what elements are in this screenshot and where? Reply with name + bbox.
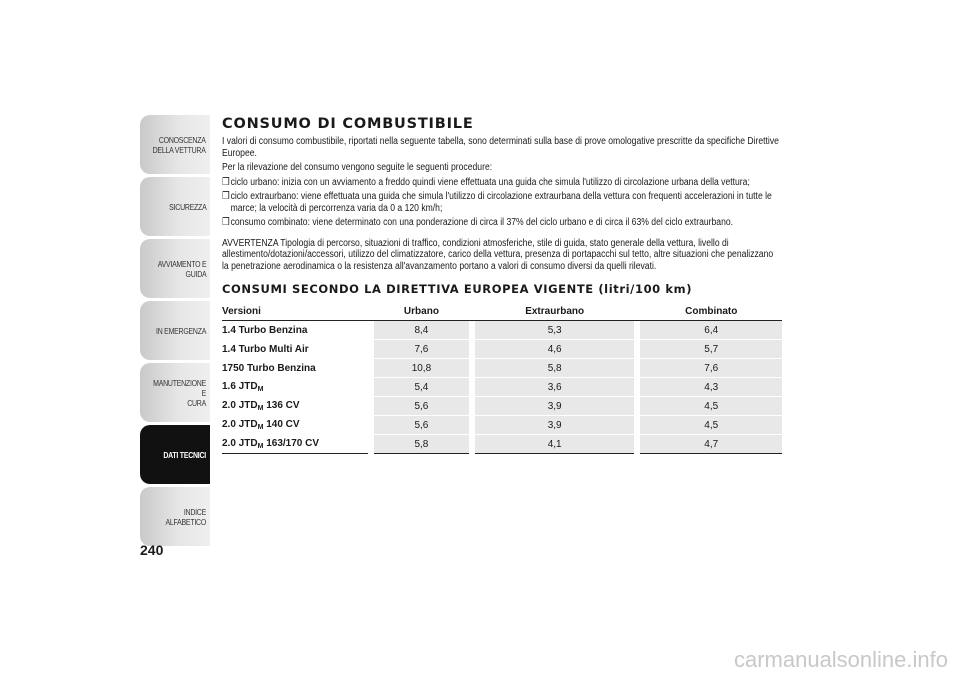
version-name: 2.0 JTD [222,419,258,430]
version-suffix: 163/170 CV [263,438,320,449]
column-header-extraurbano: Extraurbano [475,302,635,321]
column-header-combinato: Combinato [640,302,782,321]
cell-urbano: 5,4 [374,378,469,397]
version-subscript: M [257,424,264,431]
page-content [222,115,782,454]
cell-urbano: 5,6 [374,397,469,416]
tab-conoscenza-della-vettura[interactable] [140,115,210,174]
cell-version [222,340,368,359]
procedure-intro: Per la rilevazione del consumo vengono seguite le seguenti procedure: [222,162,493,173]
consumption-table [222,302,782,454]
table-row [222,397,782,416]
tab-manutenzione-e-cura[interactable] [140,363,210,422]
table-row [222,435,782,454]
checkbox-bullet-icon: ❒ [222,191,230,202]
cell-urbano: 8,4 [374,321,469,340]
intro-paragraph: I valori di consumo combustibile, riportati nella seguente tabella, sono determinati sulla base di prove omologative prescritte da specifiche Direttive Europee. [222,136,779,159]
watermark: carmanualsonline.info [733,647,948,672]
version-subscript: M [257,386,264,393]
cell-urbano: 5,8 [374,435,469,454]
version-suffix: 136 CV [263,400,300,411]
column-header-versioni: Versioni [222,302,368,321]
cell-combinato: 4,5 [640,416,782,435]
cell-urbano: 7,6 [374,340,469,359]
cell-extraurbano: 3,9 [475,397,635,416]
tab-indice-alfabetico[interactable] [140,487,210,546]
table-row [222,359,782,378]
cell-combinato: 4,7 [640,435,782,454]
cell-combinato: 5,7 [640,340,782,359]
cell-version [222,397,368,416]
cell-version [222,416,368,435]
cell-urbano: 5,6 [374,416,469,435]
tab-label: INDICE ALFABETICO [165,506,206,527]
cell-extraurbano: 5,3 [475,321,635,340]
cell-version [222,321,368,340]
table-header-row [222,302,782,321]
version-suffix: 140 CV [263,419,300,430]
checkbox-bullet-icon: ❒ [222,217,230,228]
cell-urbano: 10,8 [374,359,469,378]
list-item [222,177,790,189]
tab-label: CONOSCENZA DELLA VETTURA [153,134,206,155]
tab-label: DATI TECNICI [163,449,206,460]
tab-in-emergenza[interactable] [140,301,210,360]
list-item [222,191,790,214]
tab-label: IN EMERGENZA [155,325,206,336]
version-subscript: M [257,405,264,412]
tab-dati-tecnici[interactable] [140,425,210,484]
cell-extraurbano: 4,6 [475,340,635,359]
cell-extraurbano: 3,9 [475,416,635,435]
chapter-tabs [140,115,210,549]
page-title: CONSUMO DI COMBUSTIBILE [222,116,474,132]
table-row [222,321,782,340]
version-name: 1.6 JTD [222,381,258,392]
version-name: 1.4 Turbo Benzina [222,324,308,336]
cell-combinato: 7,6 [640,359,782,378]
tab-label: AVVIAMENTO E GUIDA [157,258,206,279]
table-body [222,321,782,454]
checkbox-bullet-icon: ❒ [222,176,230,188]
page-number: 240 [140,542,164,558]
version-name: 2.0 JTD [222,438,258,449]
tab-label: MANUTENZIONE E CURA [153,377,206,408]
tab-label: SICUREZZA [168,201,206,212]
procedure-list [222,177,782,229]
cell-extraurbano: 3,6 [475,378,635,397]
tab-avviamento-e-guida[interactable] [140,239,210,298]
list-item-text: ciclo extraurbano: viene effettuata una guida che simula l'utilizzo di circolazione extraurbana della vettura con frequenti accelerazioni in tutte le marce; la velocità di percorrenza varia da 0 a 120 km/h; [230,191,772,214]
list-item [222,217,790,229]
table-title: CONSUMI SECONDO LA DIRETTIVA EUROPEA VIGENTE (litri/100 km) [222,282,693,296]
cell-version [222,378,368,397]
list-item-text: consumo combinato: viene determinato con una ponderazione di circa il 37% del ciclo urbano e di circa il 63% del ciclo extraurbano. [230,217,734,228]
list-item-text: ciclo urbano: inizia con un avviamento a freddo quindi viene effettuata una guida che simula l'utilizzo di circolazione urbana della vettura; [230,176,750,188]
warning-paragraph: AVVERTENZA Tipologia di percorso, situazioni di traffico, condizioni atmosferiche, stile di guida, stato generale della vettura, livello di allestimento/dotazioni/accessori, utilizzo del climatizzatore, carico della vettura, presenza di portapacchi sul tetto, altre situazioni che penalizzano la penetrazione aerodinamica o la resistenza all'avanzamento portano a valori di consumo diversi da quelli rilevati. [222,237,774,272]
cell-version [222,435,368,454]
version-name: 2.0 JTD [222,400,258,411]
cell-combinato: 6,4 [640,321,782,340]
table-row [222,416,782,435]
table-row [222,378,782,397]
cell-version [222,359,368,378]
version-name: 1750 Turbo Benzina [222,362,316,374]
table-row [222,340,782,359]
cell-extraurbano: 4,1 [475,435,635,454]
cell-combinato: 4,3 [640,378,782,397]
tab-sicurezza[interactable] [140,177,210,236]
version-name: 1.4 Turbo Multi Air [222,343,309,355]
cell-combinato: 4,5 [640,397,782,416]
column-header-urbano: Urbano [374,302,469,321]
version-subscript: M [257,443,264,450]
cell-extraurbano: 5,8 [475,359,635,378]
